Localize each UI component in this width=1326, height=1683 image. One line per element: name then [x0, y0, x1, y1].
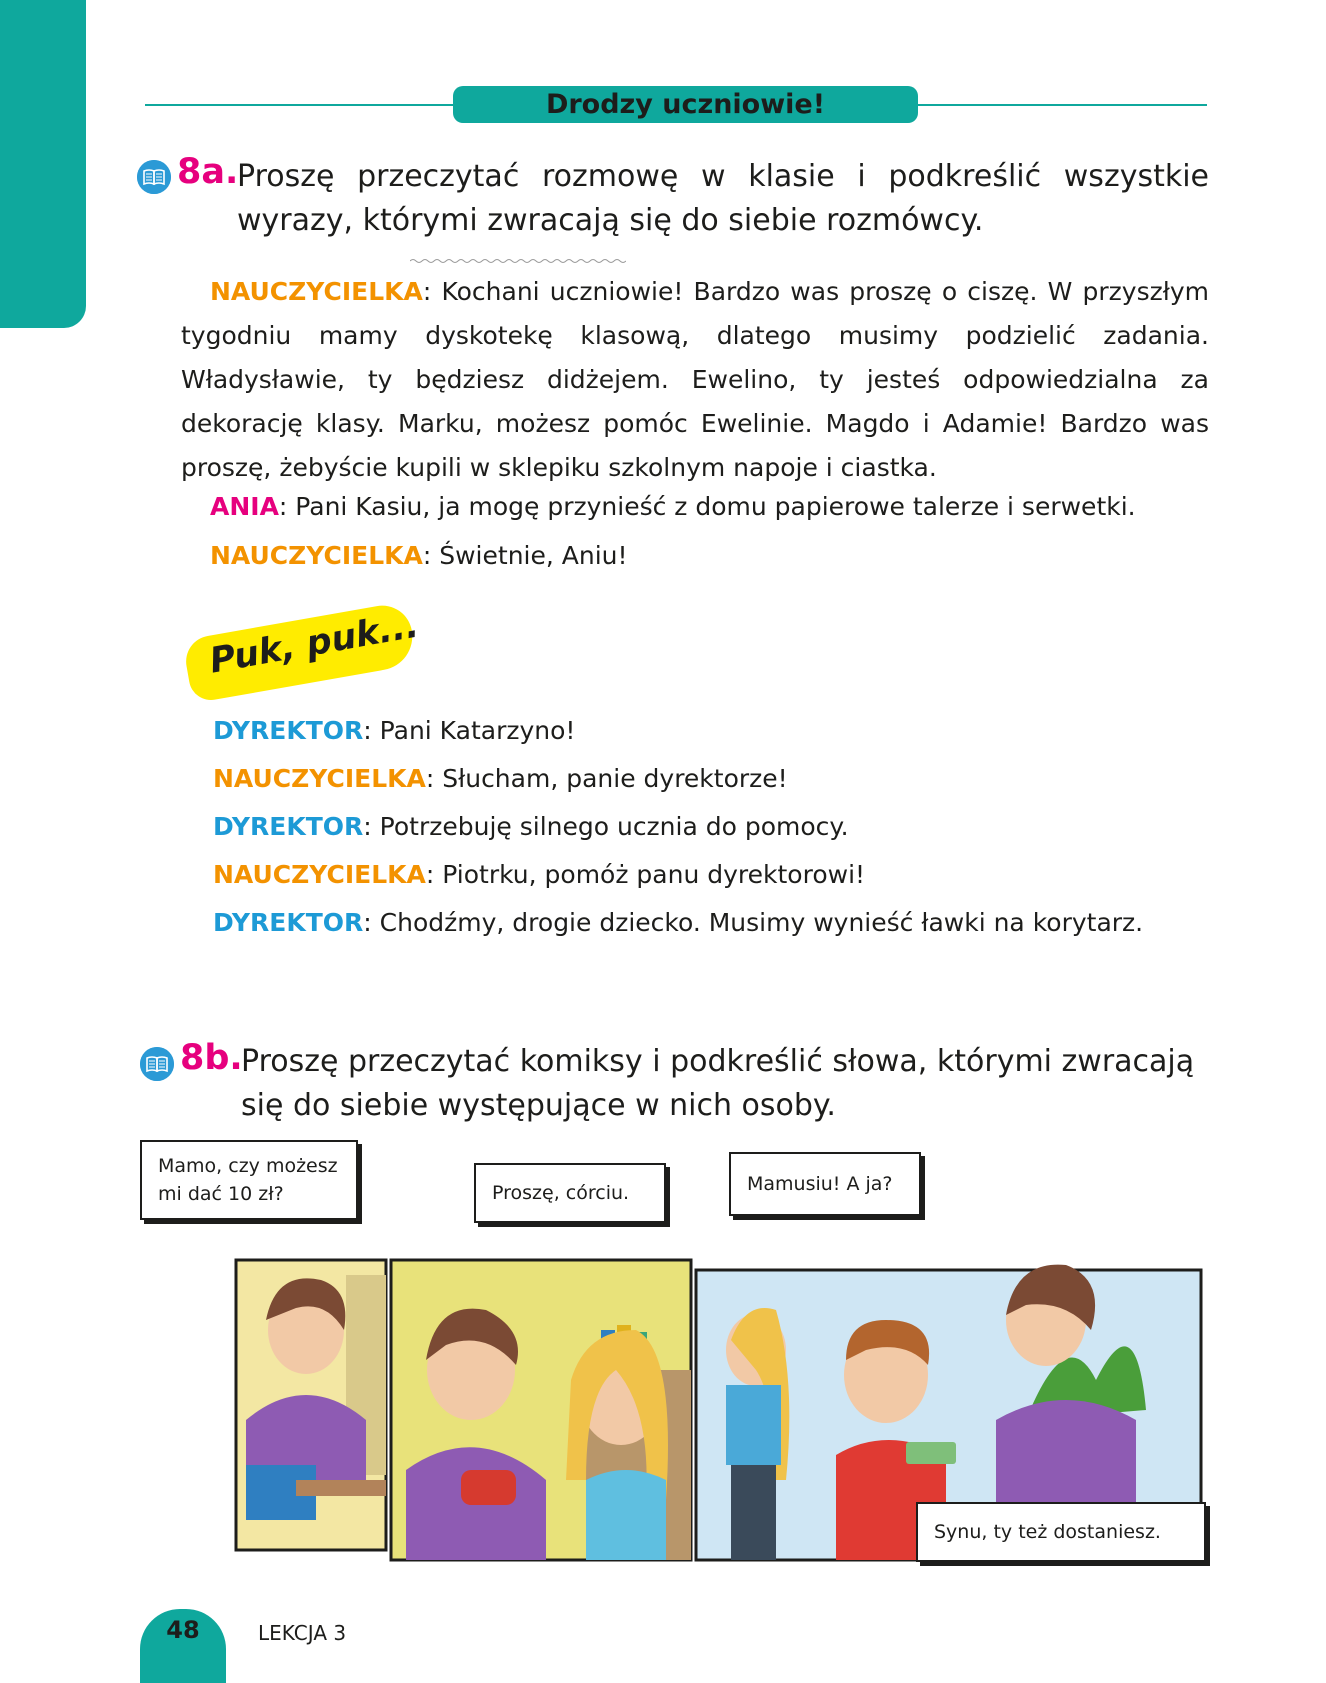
speaker-teacher: NAUCZYCIELKA	[213, 764, 426, 793]
exercise-instruction: Proszę przeczytać komiksy i podkreślić słowa, którymi zwracają się do siebie występujące w nich osoby.	[241, 1044, 1195, 1123]
book-icon	[140, 1047, 174, 1081]
dialogue-text: : Słucham, panie dyrektorze!	[425, 764, 788, 793]
exercise-number: 8b.	[180, 1038, 243, 1078]
knock-text: Puk, puk...	[206, 605, 422, 682]
speech-bubble: Mamo, czy możesz mi dać 10 zł?	[140, 1140, 358, 1220]
lesson-label: LEKCJA 3	[258, 1621, 347, 1645]
knock-label	[181, 595, 421, 712]
speaker-teacher: NAUCZYCIELKA	[213, 860, 426, 889]
speaker-ania: ANIA	[210, 492, 279, 521]
speaker-teacher: NAUCZYCIELKA	[210, 541, 423, 570]
wavy-underline	[410, 258, 626, 264]
speaker-director: DYREKTOR	[213, 908, 364, 937]
speech-bubble: Synu, ty też dostaniesz.	[916, 1502, 1206, 1562]
header-rule-right	[915, 104, 1207, 106]
comic-strip	[146, 1155, 1214, 1566]
dialogue-text: : Pani Katarzyno!	[363, 716, 576, 745]
dialogue-paragraph	[181, 270, 1209, 490]
left-edge-tab	[0, 0, 86, 328]
dialogue-text: : Piotrku, pomóż panu dyrektorowi!	[425, 860, 866, 889]
dialogue-text: : Potrzebuję silnego ucznia do pomocy.	[363, 812, 849, 841]
dialogue-text: : Kochani uczniowie! Bardzo was proszę o ciszę. W przyszłym tygodniu mamy dyskotekę klasową, dlatego musimy podzielić zadania. Władysławie, ty będziesz didżejem. Ewelino, ty jesteś odpowiedzialna za dekorację klasy. Marku, możesz pomóc Ewelinie. Magdo i Adamie! Bardzo was proszę, żebyście kupili w sklepiku szkolnym napoje i ciastka.	[181, 277, 1209, 482]
speaker-teacher: NAUCZYCIELKA	[210, 277, 423, 306]
dialogue-line	[213, 908, 1143, 937]
speaker-director: DYREKTOR	[213, 716, 364, 745]
speech-bubble: Mamusiu! A ja?	[729, 1152, 921, 1216]
dialogue-text: : Chodźmy, drogie dziecko. Musimy wynieść ławki na korytarz.	[363, 908, 1144, 937]
dialogue-line	[213, 812, 849, 841]
exercise-instruction: Proszę przeczytać rozmowę w klasie i podkreślić wszystkie wyrazy, którymi zwracają się do siebie rozmówcy.	[237, 159, 1209, 238]
dialogue-line	[213, 860, 865, 889]
section-header: Drodzy uczniowie!	[453, 86, 918, 123]
header-rule-left	[145, 104, 455, 106]
dialogue-text: : Świetnie, Aniu!	[422, 541, 628, 570]
dialogue-line	[213, 764, 788, 793]
dialogue-line	[210, 541, 628, 570]
dialogue-line	[210, 492, 1136, 521]
exercise-number: 8a.	[177, 152, 239, 192]
book-icon	[137, 160, 171, 194]
dialogue-line	[213, 716, 575, 745]
speech-bubble: Proszę, córciu.	[474, 1163, 666, 1223]
page-number: 48	[166, 1616, 200, 1644]
dialogue-text: : Pani Kasiu, ja mogę przynieść z domu papierowe talerze i serwetki.	[278, 492, 1136, 521]
speaker-director: DYREKTOR	[213, 812, 364, 841]
